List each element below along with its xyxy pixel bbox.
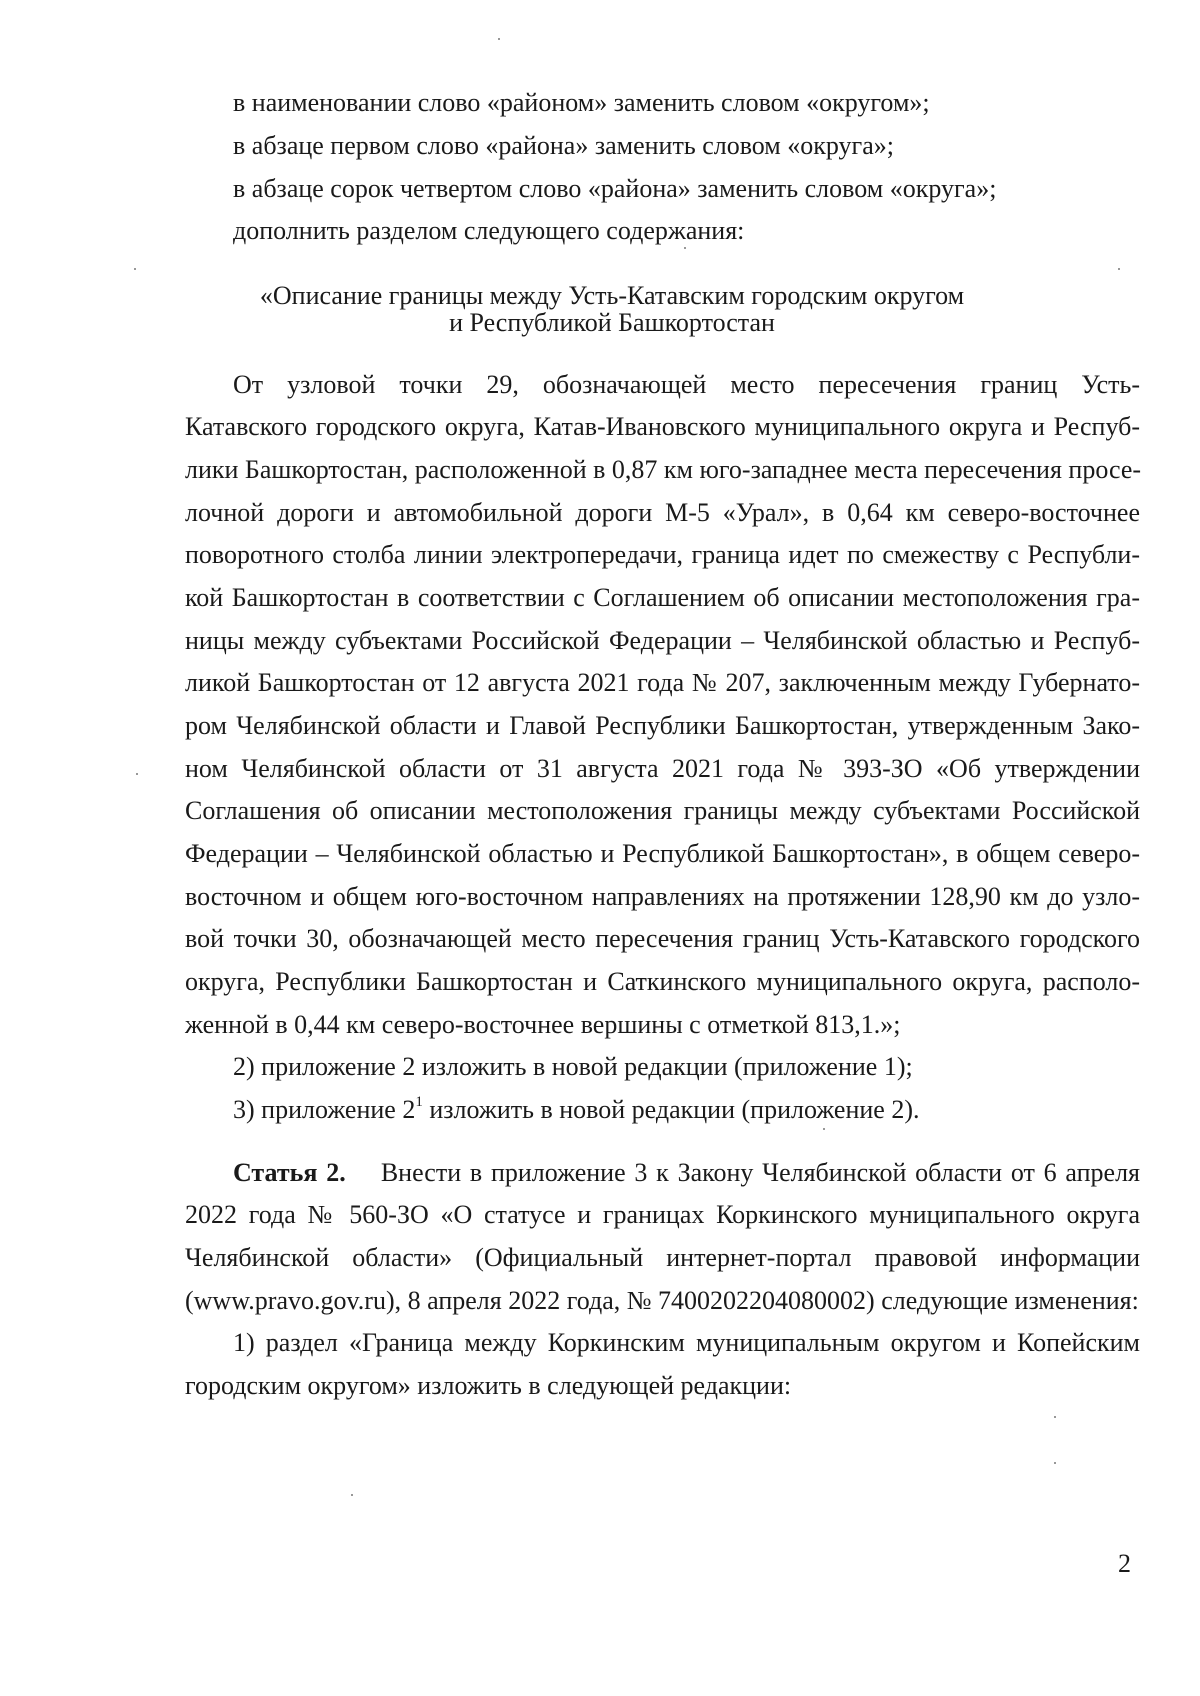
item-3-superscript: 1	[415, 1094, 423, 1110]
paragraph-line: восточном и общем юго-восточном направлениях на протяжении 128,90 км до узло-	[185, 882, 1140, 911]
paragraph-line: Соглашения об описании местоположения границы между субъектами Российской	[185, 796, 1140, 825]
paragraph-line: ном Челябинской области от 31 августа 2021 года № 393-ЗО «Об утверждении	[185, 754, 1140, 783]
paragraph-line: 2022 года № 560-ЗО «О статусе и границах Коркинского муниципального округа	[185, 1200, 1140, 1229]
scan-speck	[684, 247, 686, 249]
scan-speck	[1054, 1416, 1056, 1418]
paragraph-line: женной в 0,44 км северо-восточнее вершины с отметкой 813,1.»;	[185, 1010, 901, 1039]
paragraph-line: Федерации – Челябинской областью и Республикой Башкортостан», в общем северо-	[185, 839, 1140, 868]
intro-line: дополнить разделом следующего содержания:	[233, 216, 745, 245]
article-2-first-line-text: Внести в приложение 3 к Закону Челябинской области от 6 апреля	[380, 1158, 1140, 1187]
paragraph-line: лики Башкортостан, расположенной в 0,87 км юго-западнее места пересечения просе-	[185, 455, 1142, 484]
paragraph-line: 1) раздел «Граница между Коркинским муниципальным округом и Копейским	[233, 1328, 1140, 1357]
article-2-first-line	[233, 1156, 1140, 1190]
paragraph-line: ликой Башкортостан от 12 августа 2021 года № 207, заключенным между Губернато-	[185, 668, 1140, 697]
paragraph-line: городским округом» изложить в следующей редакции:	[185, 1371, 792, 1400]
paragraph-line: кой Башкортостан в соответствии с Соглашением об описании местоположения гра-	[185, 583, 1140, 612]
item-3	[233, 1093, 920, 1127]
item-3-after: изложить в новой редакции (приложение 2).	[422, 1095, 920, 1124]
intro-line: в наименовании слово «районом» заменить словом «округом»;	[233, 88, 930, 117]
paragraph-line: От узловой точки 29, обозначающей место пересечения границ Усть-	[233, 370, 1140, 399]
scan-speck	[1118, 268, 1120, 270]
paragraph-line: Челябинской области» (Официальный интернет-портал правовой информации	[185, 1243, 1140, 1272]
scan-speck	[351, 1494, 353, 1496]
scan-speck	[136, 773, 138, 775]
scan-speck	[823, 1128, 825, 1130]
page-number: 2	[1118, 1549, 1131, 1578]
paragraph-line: ром Челябинской области и Главой Республики Башкортостан, утвержденным Зако-	[185, 711, 1140, 740]
item-2: 2) приложение 2 изложить в новой редакции (приложение 1);	[233, 1052, 913, 1081]
section-heading-line2: и Республикой Башкортостан	[449, 308, 775, 337]
paragraph-line: (www.pravo.gov.ru), 8 апреля 2022 года, № 7400202204080002) следующие изменения:	[185, 1286, 1139, 1315]
paragraph-line: Катавского городского округа, Катав-Ивановского муниципального округа и Респуб-	[185, 412, 1140, 441]
paragraph-line: ницы между субъектами Российской Федерации – Челябинской областью и Респуб-	[185, 626, 1140, 655]
article-2-label: Статья 2.	[233, 1158, 346, 1187]
scan-speck	[498, 38, 500, 40]
intro-line: в абзаце первом слово «района» заменить словом «округа»;	[233, 131, 894, 160]
scan-speck	[1054, 1462, 1056, 1464]
paragraph-line: поворотного столба линии электропередачи, граница идет по смежеству с Республи-	[185, 540, 1140, 569]
paragraph-line: округа, Республики Башкортостан и Саткинского муниципального округа, располо-	[185, 967, 1140, 996]
scan-speck	[134, 268, 136, 270]
intro-line: в абзаце сорок четвертом слово «района» заменить словом «округа»;	[233, 174, 997, 203]
item-3-before: 3) приложение 2	[233, 1095, 416, 1124]
paragraph-line: лочной дороги и автомобильной дороги М-5 «Урал», в 0,64 км северо-восточнее	[185, 498, 1140, 527]
section-heading-line1: «Описание границы между Усть-Катавским городским округом	[259, 281, 965, 310]
paragraph-line: вой точки 30, обозначающей место пересечения границ Усть-Катавского городского	[185, 924, 1140, 953]
